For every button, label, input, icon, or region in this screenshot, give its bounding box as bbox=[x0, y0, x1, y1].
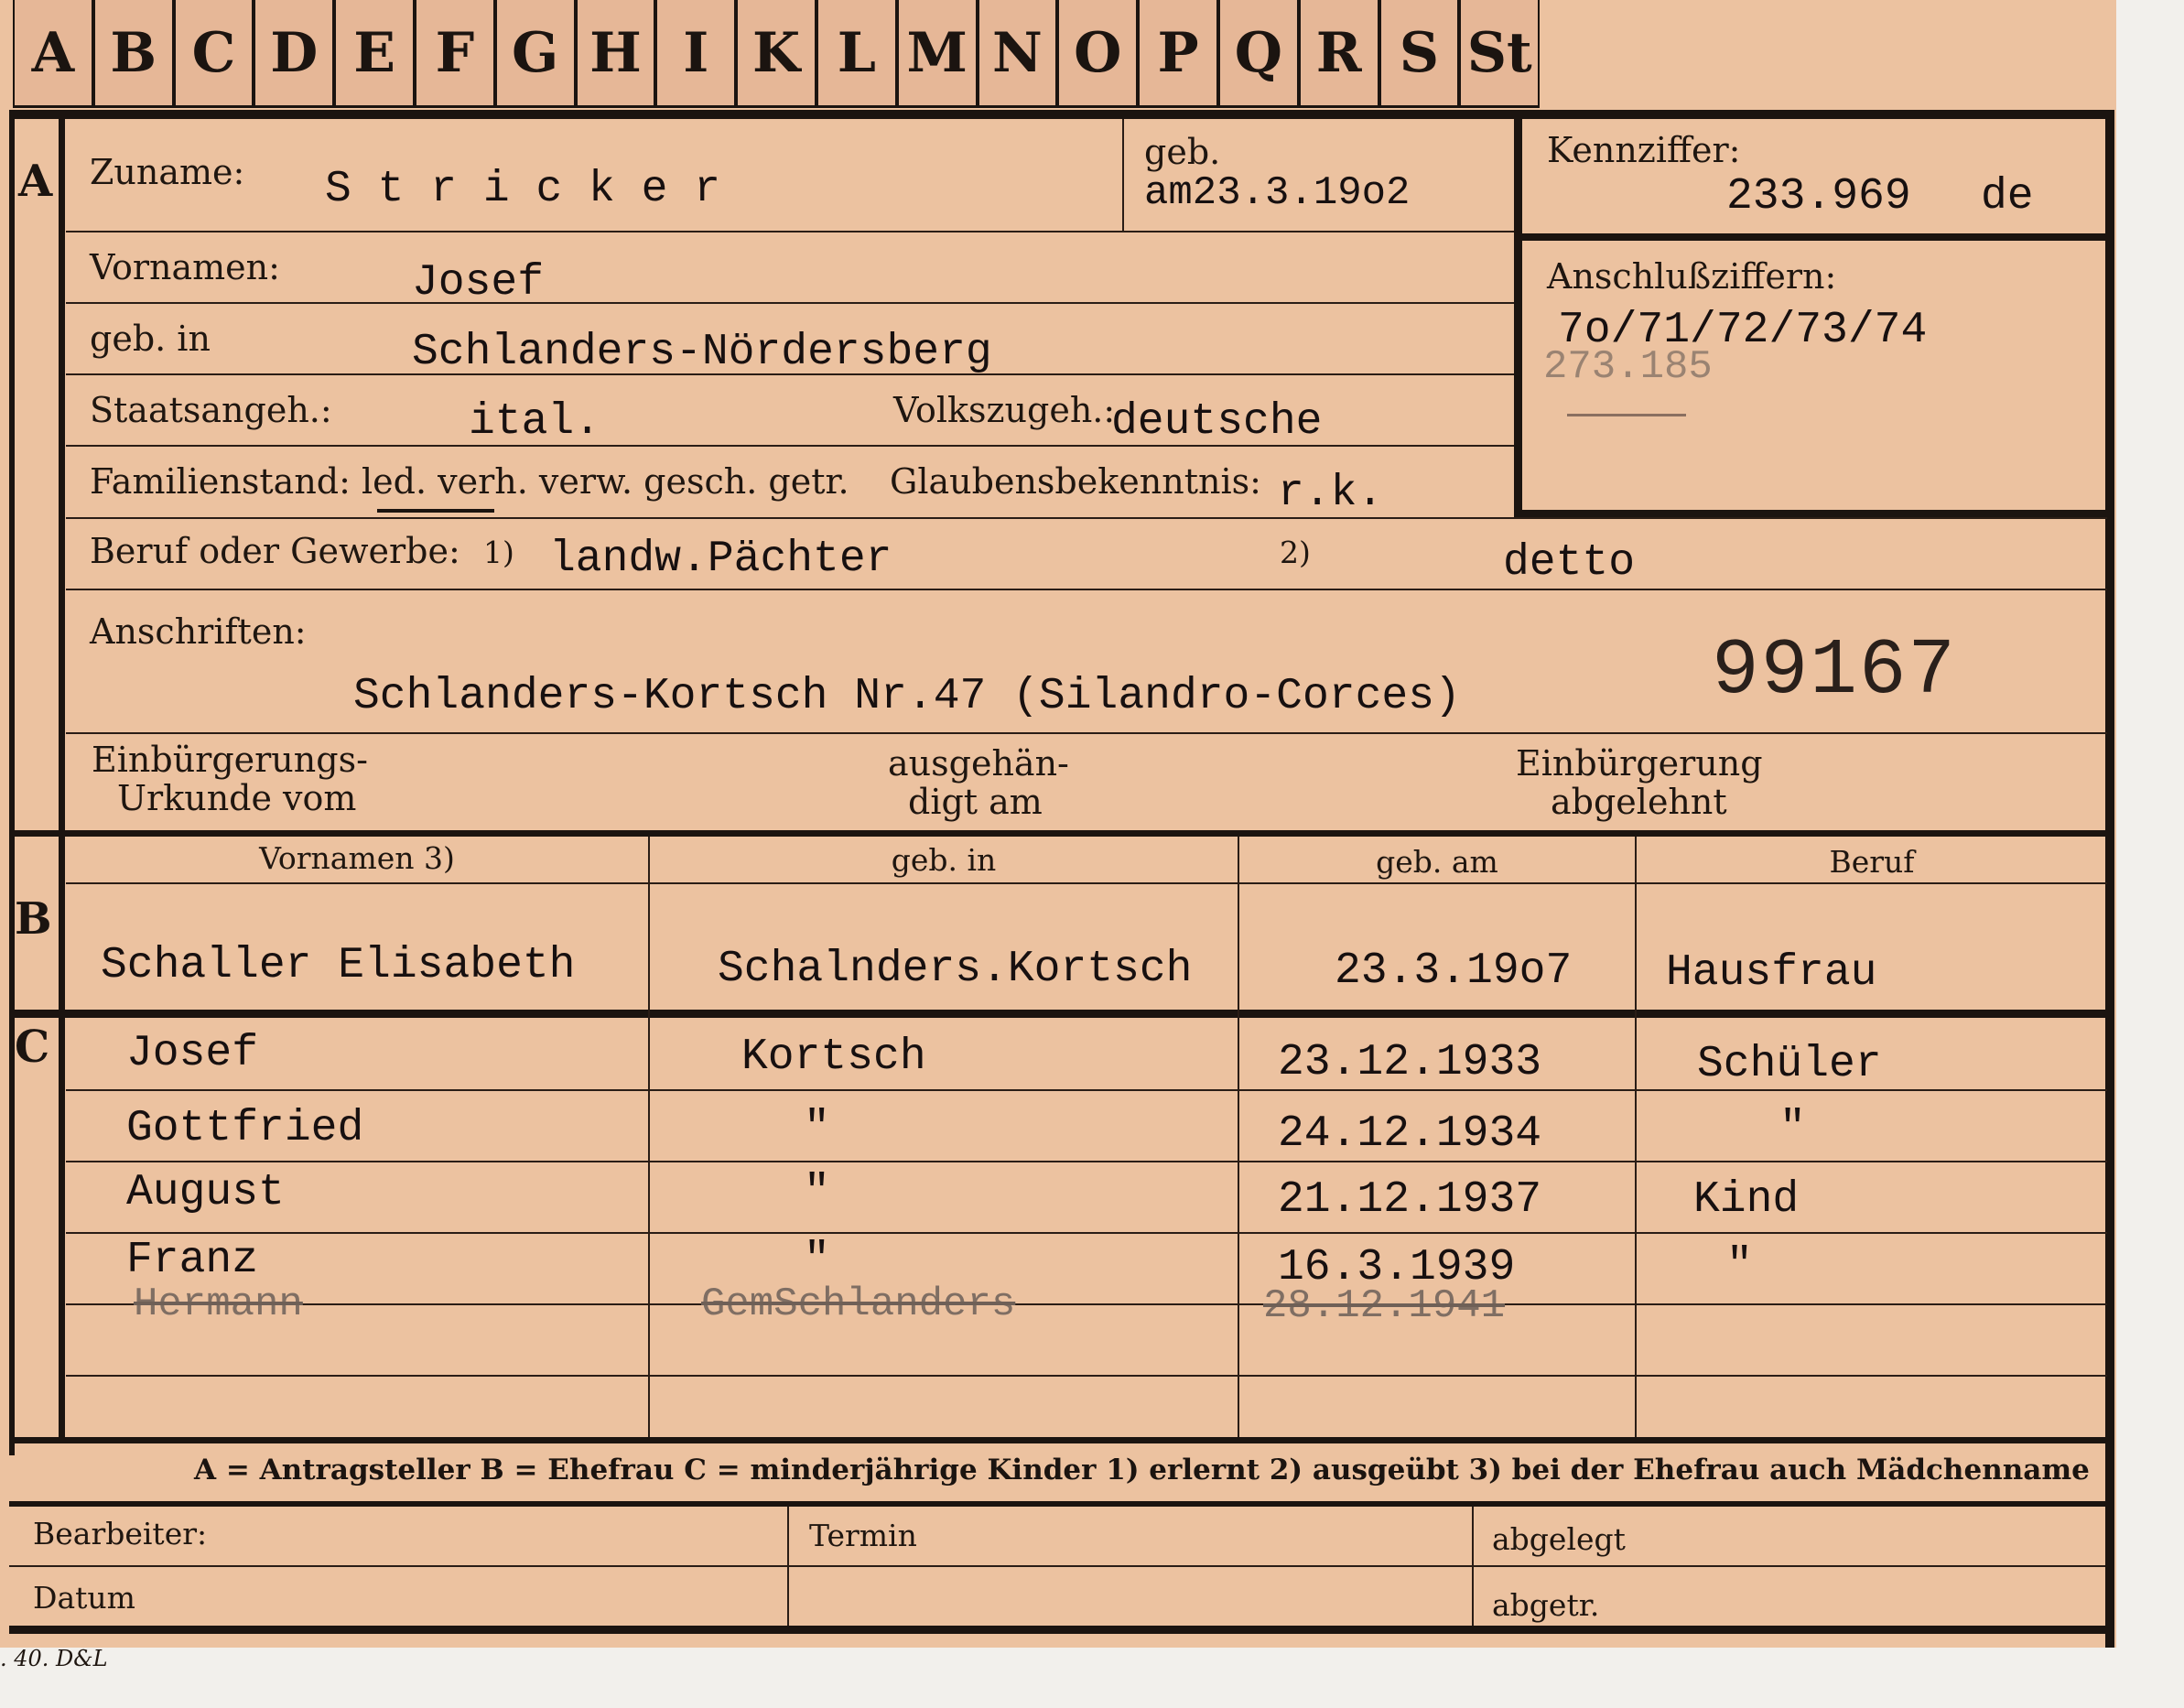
led-underline bbox=[377, 509, 494, 513]
legend-bottom-bar bbox=[9, 1501, 2114, 1507]
child-2-occupation: " bbox=[1779, 1104, 1806, 1153]
printer-imprint: . 40. D&L bbox=[0, 1646, 108, 1671]
kennziffer-label: Kennziffer: bbox=[1547, 130, 1741, 170]
child-3-birthdate: 21.12.1937 bbox=[1278, 1175, 1542, 1225]
rule bbox=[66, 231, 1514, 232]
religion-value: r.k. bbox=[1278, 469, 1384, 518]
spouse-birthdate: 23.3.19o7 bbox=[1335, 946, 1573, 996]
surname-label: Zuname: bbox=[90, 152, 245, 192]
child-2-birthdate: 24.12.1934 bbox=[1278, 1109, 1542, 1159]
tab-c[interactable]: C bbox=[176, 0, 253, 108]
col-rule bbox=[1238, 837, 1239, 1437]
section-letter-a: A bbox=[18, 156, 53, 207]
address-value: Schlanders-Kortsch Nr.47 (Silandro-Corces) bbox=[353, 672, 1461, 721]
spouse-name: Schaller Elisabeth bbox=[101, 941, 576, 990]
bearbeiter-label: Bearbeiter: bbox=[33, 1516, 208, 1551]
tab-n[interactable]: N bbox=[979, 0, 1056, 108]
rule bbox=[66, 589, 2107, 590]
section-letter-b: B bbox=[15, 893, 52, 945]
tab-i[interactable]: I bbox=[657, 0, 734, 108]
tab-p[interactable]: P bbox=[1140, 0, 1216, 108]
col-rule bbox=[787, 1507, 789, 1626]
frame-top-bar bbox=[9, 110, 2114, 119]
naturalization-refused-label-2: abgelehnt bbox=[1551, 782, 1727, 822]
occupation-learned: landw.Pächter bbox=[549, 535, 892, 584]
tab-q[interactable]: Q bbox=[1220, 0, 1297, 108]
birthplace-label: geb. in bbox=[90, 319, 211, 359]
abgelegt-label: abgelegt bbox=[1492, 1521, 1626, 1557]
occupation-label: Beruf oder Gewerbe: bbox=[90, 531, 460, 571]
occupation-note-2: 2) bbox=[1280, 535, 1311, 570]
legend-text: A = Antragsteller B = Ehefrau C = minderjährige Kinder 1) erlernt 2) ausgeübt 3) bei der Ehefrau auch Mädchenname bbox=[194, 1454, 2090, 1486]
anschluss-value: 7o/71/72/73/74 bbox=[1558, 306, 1928, 355]
addresses-label: Anschriften: bbox=[90, 611, 307, 652]
child-4-name: Franz bbox=[126, 1236, 259, 1285]
kennziffer-suffix: de bbox=[1981, 172, 2034, 222]
rule bbox=[66, 1161, 2107, 1162]
rule bbox=[66, 1303, 2107, 1305]
naturalization-cert-label-1: Einbürgerungs- bbox=[92, 740, 368, 780]
handed-out-label-2: digt am bbox=[908, 782, 1043, 822]
spouse-birthplace: Schalnders.Kortsch bbox=[718, 945, 1193, 994]
nationality-value: ital. bbox=[469, 397, 601, 447]
col-header-birthplace: geb. in bbox=[891, 842, 997, 878]
handed-out-label-1: ausgehän- bbox=[888, 743, 1069, 784]
vornamen-label: Vornamen: bbox=[90, 247, 280, 287]
tab-o[interactable]: O bbox=[1059, 0, 1136, 108]
marital-status-label: Familienstand: led. verh. verw. gesch. getr. bbox=[90, 461, 849, 502]
tab-e[interactable]: E bbox=[336, 0, 413, 108]
surname-value: S t r i c k e r bbox=[325, 165, 721, 214]
col-header-vornamen: Vornamen 3) bbox=[259, 840, 455, 876]
tab-m[interactable]: M bbox=[899, 0, 976, 108]
section-divider-bar bbox=[59, 110, 65, 1437]
child-1-birthplace: Kortsch bbox=[741, 1032, 926, 1082]
tab-r[interactable]: R bbox=[1301, 0, 1378, 108]
vornamen-value: Josef bbox=[412, 258, 545, 308]
tab-s[interactable]: S bbox=[1381, 0, 1458, 108]
tab-a[interactable]: A bbox=[15, 0, 92, 108]
tab-b[interactable]: B bbox=[95, 0, 172, 108]
child-1-birthdate: 23.12.1933 bbox=[1278, 1038, 1542, 1087]
section-c-top-bar bbox=[9, 1010, 2114, 1018]
child-3-name: August bbox=[126, 1168, 285, 1217]
abgetr-label: abgetr. bbox=[1492, 1587, 1600, 1623]
kennziffer-box-bottom bbox=[1514, 510, 2109, 517]
col-rule bbox=[648, 837, 650, 1437]
anschluss-label: Anschlußziffern: bbox=[1547, 256, 1837, 297]
tab-d[interactable]: D bbox=[255, 0, 332, 108]
rule bbox=[9, 1565, 2105, 1567]
rule bbox=[66, 517, 2107, 519]
col-header-birthdate: geb. am bbox=[1376, 844, 1498, 880]
index-tabs bbox=[13, 0, 1540, 108]
termin-label: Termin bbox=[809, 1518, 917, 1553]
tab-h[interactable]: H bbox=[578, 0, 654, 108]
naturalization-refused-label-1: Einbürgerung bbox=[1516, 743, 1763, 784]
ethnicity-value: deutsche bbox=[1111, 397, 1323, 447]
nationality-label: Staatsangeh.: bbox=[90, 390, 332, 430]
rule bbox=[66, 302, 1514, 304]
struck-child-birthdate: 28.12.1941 bbox=[1263, 1283, 1506, 1329]
rule bbox=[66, 882, 2107, 884]
naturalization-cert-label-2: Urkunde vom bbox=[117, 778, 357, 818]
spouse-occupation: Hausfrau bbox=[1666, 948, 1877, 998]
stamped-number: 99167 bbox=[1712, 626, 1958, 716]
tab-l[interactable]: L bbox=[818, 0, 895, 108]
anschluss-old-value: 273.185 bbox=[1543, 344, 1713, 390]
child-3-occupation: Kind bbox=[1693, 1175, 1800, 1225]
rule bbox=[66, 1232, 2107, 1234]
col-rule bbox=[1472, 1507, 1474, 1626]
occupation-practiced: detto bbox=[1503, 538, 1636, 588]
religion-label: Glaubensbekenntnis: bbox=[890, 461, 1261, 502]
tab-g[interactable]: G bbox=[497, 0, 574, 108]
tab-k[interactable]: K bbox=[738, 0, 815, 108]
ethnicity-label: Volkszugeh.: bbox=[893, 390, 1116, 430]
birthplace-value: Schlanders-Nördersberg bbox=[412, 328, 992, 377]
frame-left-bar bbox=[9, 110, 15, 1455]
child-3-birthplace: " bbox=[804, 1168, 830, 1217]
col-rule bbox=[1635, 837, 1637, 1437]
col-header-occupation: Beruf bbox=[1829, 844, 1915, 880]
struck-child-birthplace: GemSchlanders bbox=[701, 1281, 1016, 1327]
occupation-note-1: 1) bbox=[483, 535, 514, 570]
rule bbox=[1122, 119, 1124, 231]
kennziffer-box-left bbox=[1514, 119, 1522, 517]
tab-st[interactable]: St bbox=[1461, 0, 1538, 108]
section-b-top-bar bbox=[9, 830, 2114, 837]
tab-f[interactable]: F bbox=[416, 0, 493, 108]
child-4-birthplace: " bbox=[804, 1236, 830, 1285]
child-2-birthplace: " bbox=[804, 1104, 830, 1153]
section-letter-c: C bbox=[15, 1022, 50, 1073]
rule bbox=[66, 1375, 2107, 1377]
struck-child-name: Hermann bbox=[134, 1281, 303, 1327]
geb-label: geb. bbox=[1144, 132, 1221, 172]
child-1-occupation: Schüler bbox=[1697, 1040, 1882, 1089]
child-2-name: Gottfried bbox=[126, 1104, 364, 1153]
child-1-name: Josef bbox=[126, 1029, 259, 1078]
child-4-birthdate: 16.3.1939 bbox=[1278, 1243, 1516, 1292]
datum-label: Datum bbox=[33, 1580, 135, 1616]
anschluss-underline bbox=[1567, 414, 1686, 416]
birth-date-value: am23.3.19o2 bbox=[1144, 170, 1411, 216]
kennziffer-value: 233.969 bbox=[1726, 172, 1911, 222]
rule bbox=[66, 1089, 2107, 1091]
kennziffer-box-mid bbox=[1514, 233, 2109, 241]
rule bbox=[66, 732, 2107, 734]
legend-top-bar bbox=[9, 1437, 2114, 1443]
card-bottom-bar bbox=[9, 1626, 2114, 1634]
child-4-occupation: " bbox=[1726, 1241, 1753, 1291]
